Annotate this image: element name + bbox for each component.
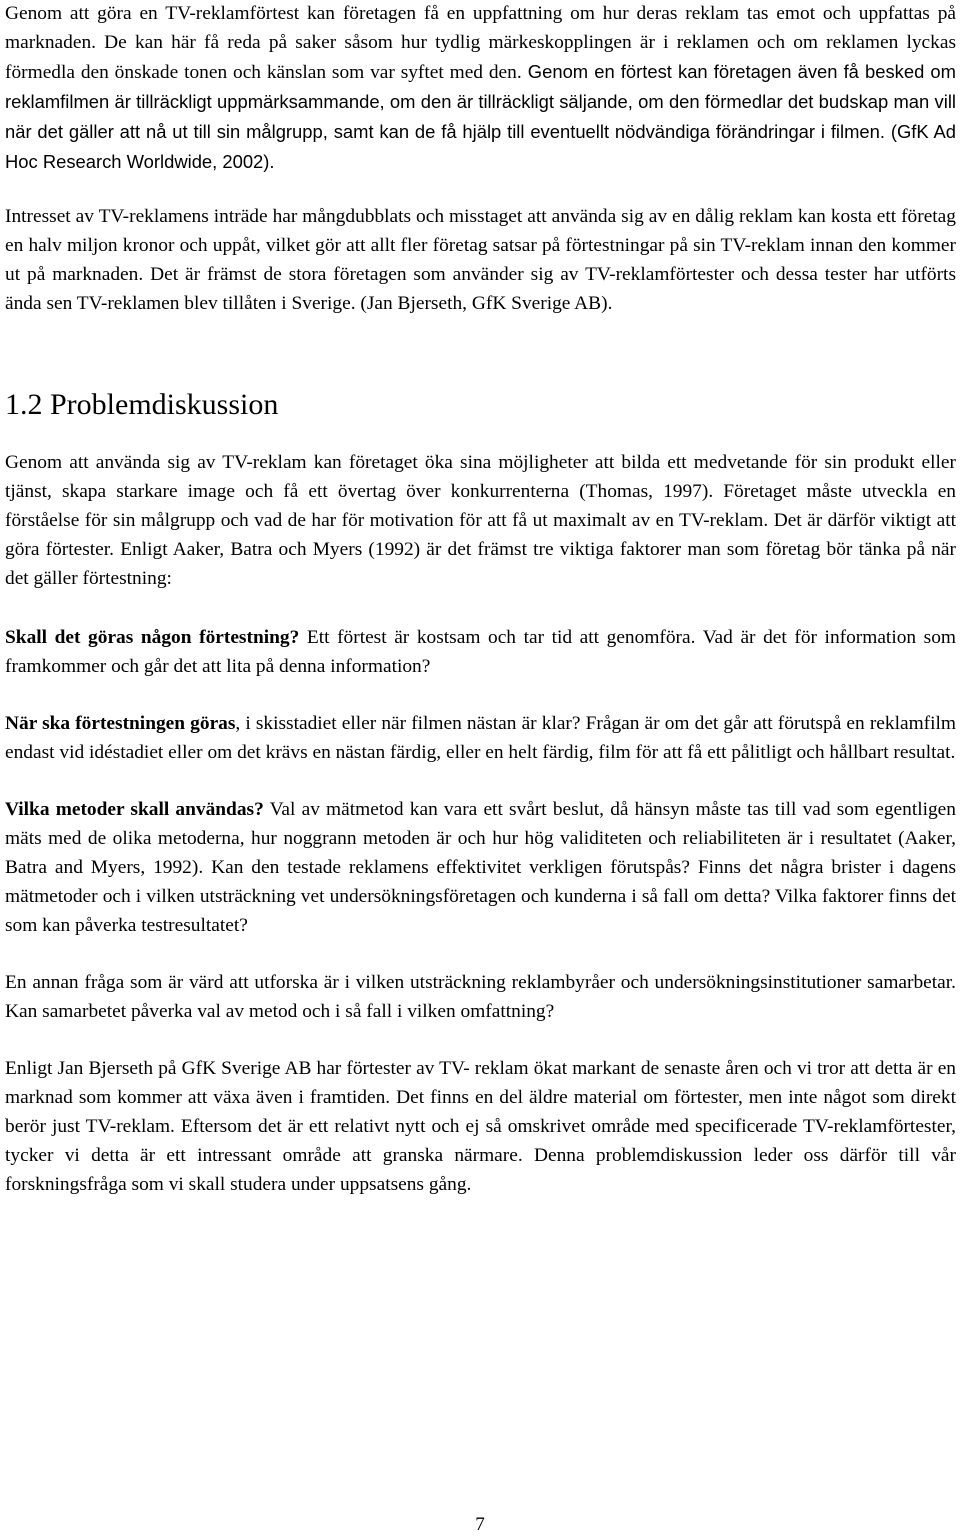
paragraph-continuation-text: Genom en förtest kan företagen även få besked om reklamfilmen är tillräckligt uppmärksammande, om den är tillräckligt säljande, om den förmedlar det budskap man vill när det gäller att nå ut till sin målgrupp, samt kan de få hjälp till eventuellt nödvändiga förändringar i filmen. bbox=[5, 61, 956, 142]
section-heading: 1.2 Problemdiskussion bbox=[5, 388, 279, 421]
paragraph-lead-text: Genom att göra en TV-reklamförtest kan företagen få en uppfattning om hur deras reklam tas emot och uppfattas på marknaden. De kan här få reda på saker såsom hur tydlig märkeskopplingen är i reklamen och om reklamen lyckas förmedla den önskade tonen och känslan som var syftet med den. bbox=[5, 3, 956, 83]
citation: (GfK Ad Hoc Research Worldwide, 2002). bbox=[5, 121, 956, 172]
paragraph-interest: Intresset av TV-reklamens inträde har mångdubblats och misstaget att använda sig av en dålig reklam kan kosta ett företag en halv miljon kronor och uppåt, vilket gör att allt fler företag satsar på förtestningar på sin TV-reklam innan den kommer ut på marknaden. Det är främst de stora företagen som använder sig av TV-reklamförtester och dessa tester har utförts ända sen TV-reklamen blev tillåten i Sverige. (Jan Bjerseth, GfK Sverige AB). bbox=[5, 206, 956, 314]
question-heading-2: När ska förtestningen göras bbox=[5, 713, 236, 734]
paragraph-collaboration: En annan fråga som är värd att utforska är i vilken utsträckning reklambyråer och undersökningsinstitutioner samarbetar. Kan samarbetet påverka val av metod och i så fall i vilken omfattning? bbox=[5, 972, 956, 1022]
document-page bbox=[5, 0, 956, 1199]
question-paragraph-1 bbox=[5, 623, 956, 681]
question-heading-3: Vilka metoder skall användas? bbox=[5, 799, 264, 820]
question-paragraph-3 bbox=[5, 795, 956, 940]
question-text-1: Ett förtest är kostsam och tar tid att genomföra. Vad är det för information som framkommer och går det att lita på denna information? bbox=[5, 627, 957, 677]
paragraph-pretest-intro bbox=[5, 0, 956, 177]
paragraph-problem-discussion: Genom att använda sig av TV-reklam kan företaget öka sina möjligheter att bilda ett medvetande för sin produkt eller tjänst, skapa starkare image och få ett övertag över konkurrenterna (Thomas, 1997). Företaget måste utveckla en förståelse för sin målgrupp och vad de har för motivation för att få ut maximalt av en TV-reklam. Det är därför viktigt att göra förtester. Enligt Aaker, Batra och Myers (1992) är det främst tre viktiga faktorer man som företag bör tänka på när det gäller förtestning: bbox=[5, 452, 956, 589]
question-text-2: , i skisstadiet eller när filmen nästan är klar? Frågan är om det går att förutspå en reklamfilm endast vid idéstadiet eller om det krävs en nästan färdig, eller en helt färdig, film för att få ett pålitligt och hållbart resultat. bbox=[5, 713, 956, 763]
question-paragraph-2 bbox=[5, 709, 956, 767]
page-number: 7 bbox=[475, 1514, 485, 1535]
question-heading-1: Skall det göras någon förtestning? bbox=[5, 627, 300, 648]
question-text-3: Val av mätmetod kan vara ett svårt beslut, då hänsyn måste tas till vad som egentligen mäts med de olika metoderna, hur noggrann metoden är och hur hög validiteten och reliabiliteten är i resultatet (Aaker, Batra and Myers, 1992). Kan den testade reklamens effektivitet verkligen förutspås? Finns det några brister i dagens mätmetoder och i vilken utsträckning vet undersökningsföretagen och kunderna i så fall om detta? Vilka faktorer finns det som kan påverka testresultatet? bbox=[5, 799, 956, 936]
paragraph-conclusion: Enligt Jan Bjerseth på GfK Sverige AB har förtester av TV- reklam ökat markant de senaste åren och vi tror att detta är en marknad som kommer att växa även i framtiden. Det finns en del äldre material om förtester, men inte något som direkt berör just TV-reklam. Eftersom det är ett relativt nytt och ej så omskrivet område med specificerade TV-reklamförtester, tycker vi detta är ett intressant område att granska närmare. Denna problemdiskussion leder oss därför till vår forskningsfråga som vi skall studera under uppsatsens gång. bbox=[5, 1058, 956, 1195]
